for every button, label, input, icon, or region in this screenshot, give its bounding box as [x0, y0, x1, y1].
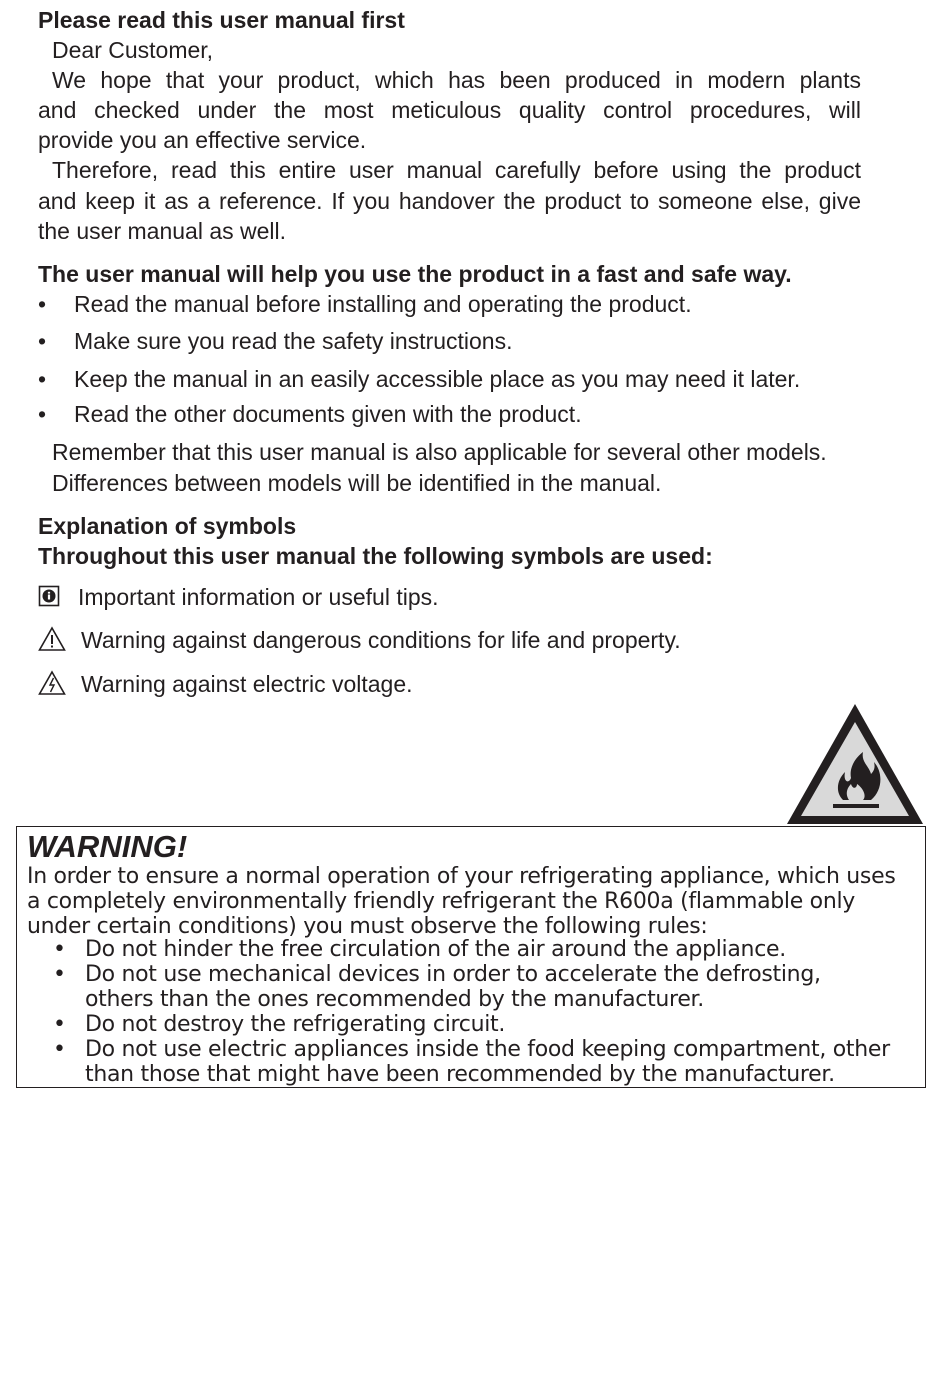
info-icon	[38, 585, 60, 607]
rule-text: Do not use electric appliances inside the food keeping compartment, other	[85, 1037, 890, 1062]
bullet-text: Read the other documents given with the product.	[74, 401, 582, 427]
manual-heading: Please read this user manual first	[38, 7, 405, 33]
bullet-text: Make sure you read the safety instructions.	[74, 328, 513, 354]
bullet-dot: •	[38, 401, 47, 427]
help-note-line2: Differences between models will be identified in the manual.	[52, 470, 662, 496]
bullet-dot: •	[38, 328, 47, 354]
intro-para1-line2: and checked under the most meticulous quality control procedures, will	[38, 97, 861, 123]
bullet-text: Keep the manual in an easily accessible place as you may need it later.	[74, 366, 801, 392]
warning-intro-line3: under certain conditions) you must observe the following rules:	[27, 914, 708, 939]
warning-box	[16, 826, 926, 1088]
electric-voltage-icon	[38, 670, 66, 696]
symbols-subheading: Throughout this user manual the following symbols are used:	[38, 543, 713, 569]
flammable-warning-icon	[783, 700, 927, 828]
bullet-dot: •	[53, 962, 66, 987]
intro-para2-line2: and keep it as a reference. If you handover the product to someone else, give	[38, 188, 861, 214]
warning-intro-line2: a completely environmentally friendly refrigerant the R600a (flammable only	[27, 889, 856, 914]
warning-intro-line1: In order to ensure a normal operation of your refrigerating appliance, which uses	[27, 864, 896, 889]
help-note-line1: Remember that this user manual is also applicable for several other models.	[52, 439, 827, 465]
bullet-dot: •	[53, 1012, 66, 1037]
bullet-text: Read the manual before installing and operating the product.	[74, 291, 692, 317]
bullet-dot: •	[53, 1037, 66, 1062]
bullet-dot: •	[38, 291, 47, 317]
warning-title: WARNING!	[27, 829, 188, 864]
intro-para1-line3: provide you an effective service.	[38, 127, 367, 153]
greeting: Dear Customer,	[52, 37, 214, 63]
symbol-text: Warning against electric voltage.	[81, 671, 413, 697]
symbols-heading: Explanation of symbols	[38, 513, 297, 539]
symbol-text: Important information or useful tips.	[78, 584, 439, 610]
intro-para2-line1: Therefore, read this entire user manual carefully before using the product	[52, 157, 861, 183]
intro-para1-line1: We hope that your product, which has been produced in modern plants	[52, 67, 861, 93]
help-heading: The user manual will help you use the product in a fast and safe way.	[38, 261, 792, 287]
warning-triangle-icon	[38, 626, 66, 652]
bullet-dot: •	[38, 366, 47, 392]
rule-text: Do not use mechanical devices in order to accelerate the defrosting,	[85, 962, 821, 987]
rule-text: others than the ones recommended by the manufacturer.	[85, 987, 704, 1012]
rule-text: than those that might have been recommended by the manufacturer.	[85, 1062, 835, 1087]
symbol-text: Warning against dangerous conditions for life and property.	[81, 627, 681, 653]
rule-text: Do not hinder the free circulation of the air around the appliance.	[85, 937, 786, 962]
rule-text: Do not destroy the refrigerating circuit.	[85, 1012, 506, 1037]
bullet-dot: •	[53, 937, 66, 962]
intro-para2-line3: the user manual as well.	[38, 218, 287, 244]
